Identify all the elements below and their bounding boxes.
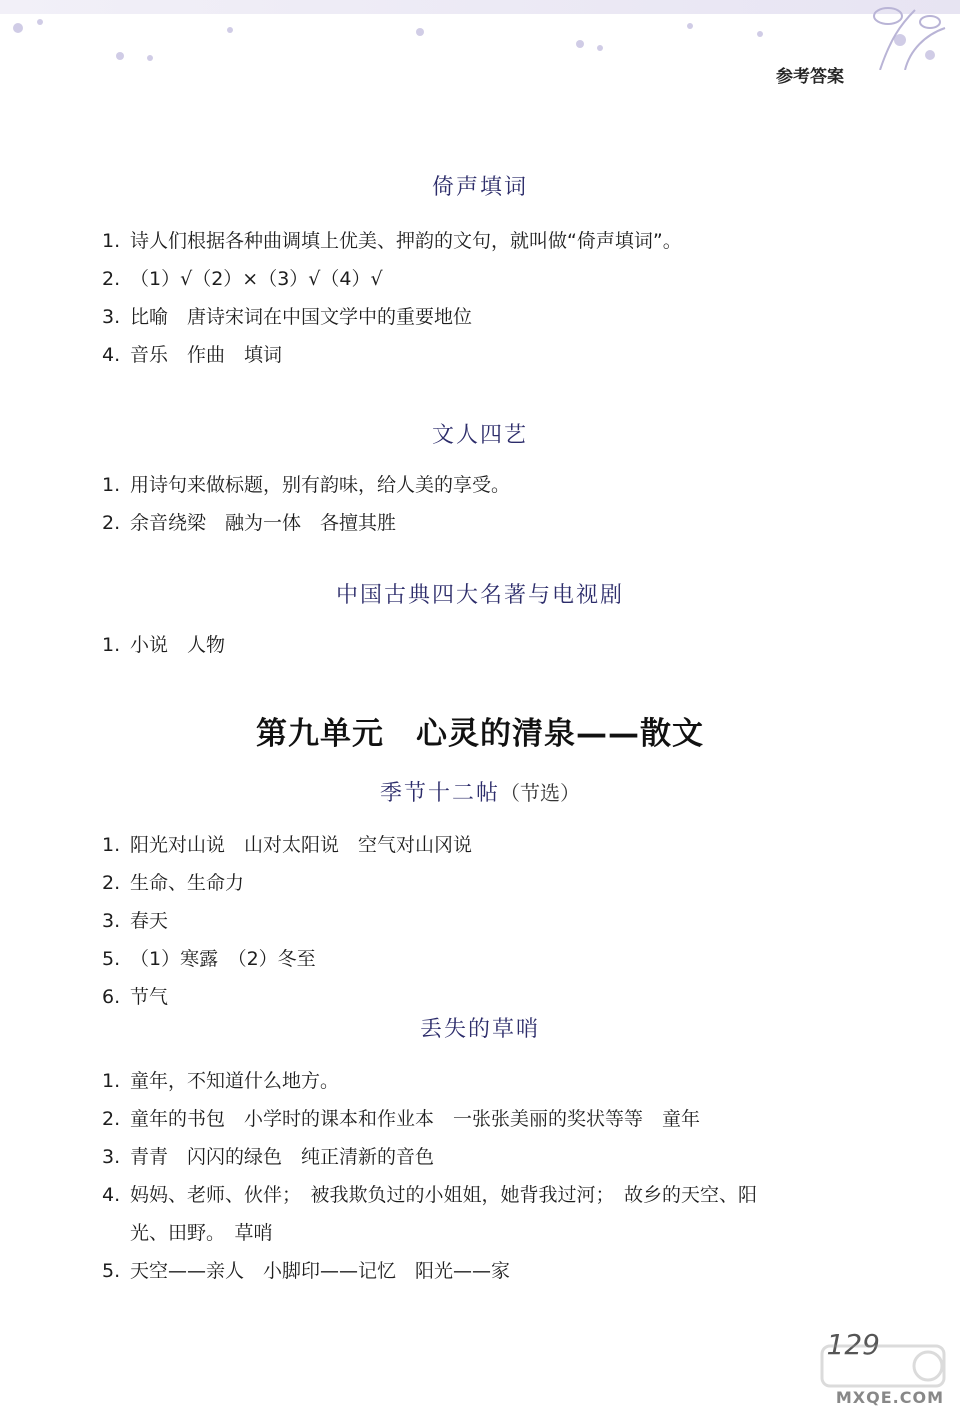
section-title-mingzhu: 中国古典四大名著与电视剧 xyxy=(335,583,624,608)
list-item: 2. 生命、生命力 xyxy=(102,872,245,894)
watermark-text: MXQE.COM xyxy=(835,1388,944,1407)
section-title-caoshao: 丢失的草哨 xyxy=(419,1017,540,1042)
list-item: 2. （1）√（2）×（3）√（4）√ xyxy=(102,268,383,290)
list-item: 2. 童年的书包 小学时的课本和作业本 一张张美丽的奖状等等 童年 xyxy=(102,1108,701,1130)
list-item: 4. 妈妈、老师、伙伴； 被我欺负过的小姐姐，她背我过河； 故乡的天空、阳 xyxy=(102,1184,758,1206)
list-item: 1. 用诗句来做标题，别有韵味，给人美的享受。 xyxy=(102,474,511,496)
section-title-jijie: 季节十二帖（节选） xyxy=(379,781,580,806)
list-item: 4. 音乐 作曲 填词 xyxy=(102,344,283,366)
list-item: 1. 童年，不知道什么地方。 xyxy=(102,1070,340,1092)
list-item: 5. （1）寒露 （2）冬至 xyxy=(102,948,316,970)
list-item: 2. 余音绕梁 融为一体 各擅其胜 xyxy=(102,512,397,534)
list-item: 6. 节气 xyxy=(102,986,169,1008)
list-item-continuation: 光、田野。 草哨 xyxy=(130,1222,273,1244)
page-number: 129 xyxy=(826,1328,880,1361)
list-item: 5. 天空——亲人 小脚印——记忆 阳光——家 xyxy=(102,1260,511,1282)
unit-title: 第九单元 心灵的清泉——散文 xyxy=(256,716,704,752)
list-item: 1. 小说 人物 xyxy=(102,634,226,656)
list-item: 3. 比喻 唐诗宋词在中国文学中的重要地位 xyxy=(102,306,473,328)
list-item: 3. 青青 闪闪的绿色 纯正清新的音色 xyxy=(102,1146,435,1168)
list-item: 1. 阳光对山说 山对太阳说 空气对山冈说 xyxy=(102,834,473,856)
list-item: 1. 诗人们根据各种曲调填上优美、押韵的文句，就叫做“倚声填词”。 xyxy=(102,230,682,252)
header-label: 参考答案 xyxy=(776,67,844,87)
header-decoration xyxy=(0,0,960,70)
section-subtitle: （节选） xyxy=(500,781,580,805)
list-item: 3. 春天 xyxy=(102,910,169,932)
section-title-wenren: 文人四艺 xyxy=(431,423,528,448)
section-title-yisheng: 倚声填词 xyxy=(431,175,528,200)
